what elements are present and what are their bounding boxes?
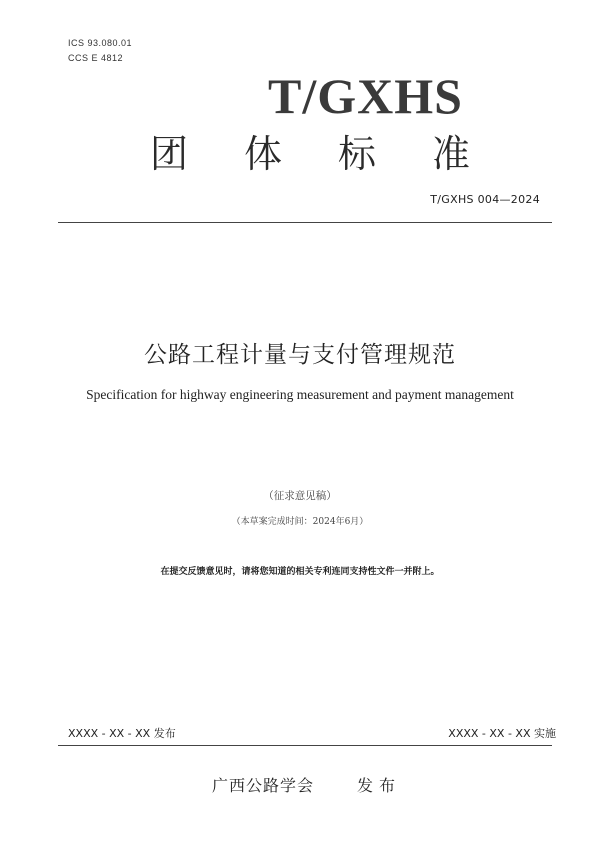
publisher-name: 广西公路学会 [212, 776, 315, 795]
ics-code: ICS 93.080.01 [68, 38, 133, 48]
effective-date: XXXX - XX - XX 实施 [448, 727, 556, 740]
publish-label: 发布 [357, 776, 402, 795]
publish-date: XXXX - XX - XX 发布 [68, 727, 176, 740]
draft-status: （征求意见稿） [263, 490, 337, 502]
standard-type-char: 体 [243, 132, 282, 176]
bottom-divider [58, 745, 552, 746]
draft-completion-time: （本草案完成时间：2024年6月） [231, 517, 369, 527]
patent-notice: 在提交反馈意见时，请将您知道的相关专利连同支持性文件一并附上。 [160, 567, 440, 577]
standard-number: T/GXHS 004—2024 [430, 193, 540, 206]
ccs-code: CCS E 4812 [68, 53, 124, 63]
standard-type-heading [150, 130, 470, 178]
document-title-english: Specification for highway engineering measurement and payment management [86, 387, 514, 402]
top-divider [58, 222, 552, 223]
standard-type-char: 团 [150, 132, 189, 176]
standard-type-char: 准 [431, 132, 470, 176]
document-title-chinese: 公路工程计量与支付管理规范 [144, 342, 456, 368]
standard-logo: T/GXHS [268, 68, 463, 124]
standard-type-char: 标 [337, 132, 376, 176]
